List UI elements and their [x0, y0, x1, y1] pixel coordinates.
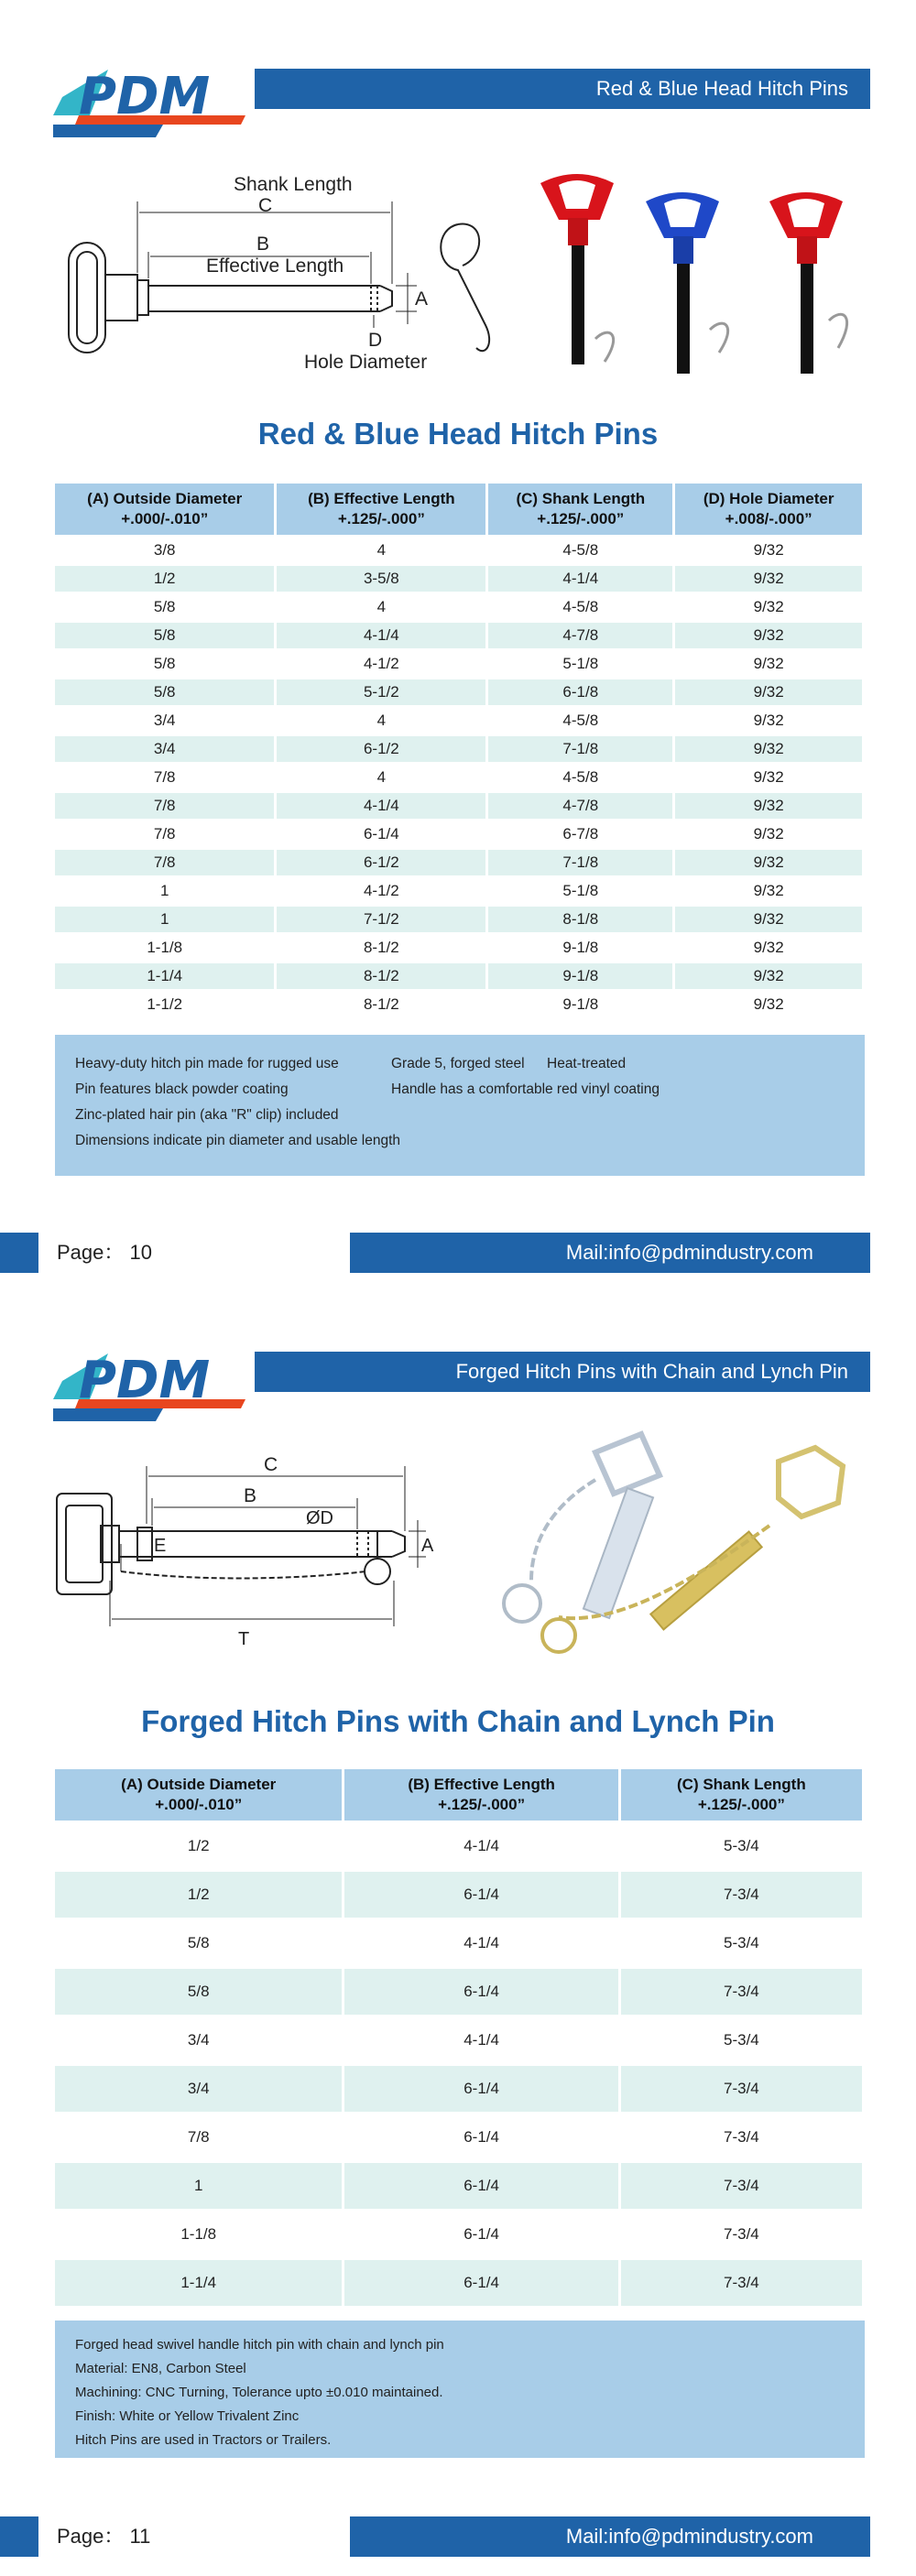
footer-bar — [350, 1233, 870, 1273]
table-row — [55, 850, 862, 875]
cell: 9/32 — [675, 623, 862, 648]
note-item: Heavy-duty hitch pin made for rugged use — [75, 1056, 339, 1071]
cell: 9/32 — [675, 935, 862, 961]
svg-text:E: E — [154, 1536, 167, 1556]
cell: 7-3/4 — [621, 2163, 862, 2209]
cell: 7-3/4 — [621, 2114, 862, 2160]
table-row — [55, 1920, 862, 1966]
cell: 4-1/4 — [277, 793, 485, 819]
cell: 6-1/4 — [344, 2212, 617, 2257]
table-row — [55, 2066, 862, 2112]
page-number: Page： 11 — [57, 2525, 151, 2548]
cell: 4-5/8 — [488, 538, 672, 563]
table-row — [55, 1823, 862, 1869]
header-shank-length: (C) Shank Length +.125/-.000” — [488, 484, 672, 535]
cell: 9/32 — [675, 538, 862, 563]
hitch-pins-photo — [522, 165, 879, 385]
cell: 1-1/2 — [55, 992, 274, 1017]
table-header-row — [55, 1769, 862, 1821]
note-item: Finish: White or Yellow Trivalent Zinc — [75, 2408, 300, 2424]
header-outside-diameter: (A) Outside Diameter +.000/-.010” — [55, 1769, 342, 1821]
svg-text:B: B — [244, 1485, 257, 1506]
cell: 5/8 — [55, 679, 274, 705]
table-row — [55, 793, 862, 819]
cell: 8-1/2 — [277, 935, 485, 961]
cell: 6-1/4 — [344, 2066, 617, 2112]
svg-text:ØD: ØD — [306, 1508, 333, 1528]
cell: 1-1/8 — [55, 935, 274, 961]
table-row — [55, 623, 862, 648]
cell: 9-1/8 — [488, 935, 672, 961]
cell: 6-1/4 — [344, 1969, 617, 2015]
cell: 7/8 — [55, 2114, 342, 2160]
header-shank-length: (C) Shank Length +.125/-.000” — [621, 1769, 862, 1821]
page-11 — [0, 1288, 916, 2576]
header-hole-diameter: (D) Hole Diameter +.008/-.000” — [675, 484, 862, 535]
note-item: Heat-treated — [547, 1056, 627, 1071]
chain-hitch-pins-photo — [476, 1425, 889, 1654]
cell: 3/8 — [55, 538, 274, 563]
cell: 8-1/8 — [488, 907, 672, 932]
header-title: Red & Blue Head Hitch Pins — [595, 77, 848, 100]
cell: 4-7/8 — [488, 623, 672, 648]
header-outside-diameter: (A) Outside Diameter +.000/-.010” — [55, 484, 274, 535]
cell: 7/8 — [55, 821, 274, 847]
note-item: Grade 5, forged steel — [391, 1056, 525, 1071]
table-row — [55, 821, 862, 847]
cell: 5/8 — [55, 1969, 342, 2015]
cell: 9/32 — [675, 850, 862, 875]
header-effective-length: (B) Effective Length +.125/-.000” — [277, 484, 485, 535]
cell: 6-1/2 — [277, 850, 485, 875]
table-row — [55, 2212, 862, 2257]
cell: 5-3/4 — [621, 2017, 862, 2063]
cell: 5-1/2 — [277, 679, 485, 705]
cell: 9/32 — [675, 963, 862, 989]
cell: 4 — [277, 708, 485, 734]
cell: 1 — [55, 2163, 342, 2209]
svg-text:Hole Diameter: Hole Diameter — [304, 352, 428, 373]
cell: 9/32 — [675, 736, 862, 762]
svg-text:B: B — [256, 234, 270, 255]
cell: 5-3/4 — [621, 1823, 862, 1869]
note-item: Dimensions indicate pin diameter and usable length — [75, 1133, 400, 1148]
cell: 7-3/4 — [621, 1872, 862, 1918]
cell: 4-1/2 — [277, 878, 485, 904]
cell: 1-1/4 — [55, 2260, 342, 2306]
note-item: Handle has a comfortable red vinyl coating — [391, 1081, 660, 1097]
cell: 3/4 — [55, 736, 274, 762]
table-row — [55, 1969, 862, 2015]
cell: 1/2 — [55, 566, 274, 592]
page-number: Page： 10 — [57, 1241, 152, 1264]
cell: 4-1/4 — [277, 623, 485, 648]
cell: 4-5/8 — [488, 765, 672, 790]
table-header-row — [55, 484, 862, 535]
cell: 4-1/2 — [277, 651, 485, 677]
chain-hitch-pin-diagram — [55, 1443, 440, 1654]
cell: 6-1/4 — [344, 1872, 617, 1918]
cell: 1 — [55, 878, 274, 904]
table-row — [55, 935, 862, 961]
cell: 6-1/2 — [277, 736, 485, 762]
cell: 9-1/8 — [488, 992, 672, 1017]
footer-accent — [0, 1233, 38, 1273]
cell: 4-5/8 — [488, 708, 672, 734]
cell: 4-7/8 — [488, 793, 672, 819]
cell: 9/32 — [675, 765, 862, 790]
table-row — [55, 708, 862, 734]
cell: 3/4 — [55, 2066, 342, 2112]
svg-text:A: A — [421, 1536, 434, 1556]
cell: 4-1/4 — [344, 1920, 617, 1966]
cell: 4 — [277, 765, 485, 790]
table-row — [55, 2114, 862, 2160]
pdm-logo — [53, 60, 255, 137]
cell: 9/32 — [675, 878, 862, 904]
cell: 9/32 — [675, 992, 862, 1017]
table-row — [55, 538, 862, 563]
cell: 7-1/8 — [488, 736, 672, 762]
cell: 5/8 — [55, 651, 274, 677]
cell: 5/8 — [55, 594, 274, 620]
cell: 1-1/8 — [55, 2212, 342, 2257]
cell: 4-1/4 — [344, 2017, 617, 2063]
cell: 4-1/4 — [344, 1823, 617, 1869]
cell: 7-3/4 — [621, 1969, 862, 2015]
cell: 7-1/8 — [488, 850, 672, 875]
table-row — [55, 2017, 862, 2063]
product-notes — [55, 2321, 865, 2458]
svg-text:PDM: PDM — [79, 67, 211, 126]
cell: 3/4 — [55, 708, 274, 734]
cell: 9/32 — [675, 907, 862, 932]
table-row — [55, 651, 862, 677]
cell: 5-1/8 — [488, 878, 672, 904]
table-row — [55, 878, 862, 904]
footer-bar — [350, 2516, 870, 2557]
cell: 8-1/2 — [277, 963, 485, 989]
note-item: Material: EN8, Carbon Steel — [75, 2361, 246, 2376]
cell: 7-3/4 — [621, 2260, 862, 2306]
svg-text:Shank Length: Shank Length — [234, 174, 353, 195]
spec-table — [52, 1766, 865, 2309]
table-row — [55, 2260, 862, 2306]
cell: 1/2 — [55, 1872, 342, 1918]
svg-text:A: A — [415, 288, 429, 310]
cell: 6-1/4 — [277, 821, 485, 847]
contact-email[interactable]: Mail:info@pdmindustry.com — [565, 2525, 813, 2548]
cell: 9-1/8 — [488, 963, 672, 989]
cell: 9/32 — [675, 566, 862, 592]
cell: 3/4 — [55, 2017, 342, 2063]
cell: 6-1/4 — [344, 2260, 617, 2306]
cell: 7/8 — [55, 793, 274, 819]
cell: 9/32 — [675, 708, 862, 734]
cell: 5/8 — [55, 623, 274, 648]
cell: 6-1/8 — [488, 679, 672, 705]
cell: 6-7/8 — [488, 821, 672, 847]
table-row — [55, 992, 862, 1017]
svg-text:T: T — [238, 1629, 250, 1649]
spec-table — [52, 481, 865, 1020]
cell: 9/32 — [675, 821, 862, 847]
cell: 1 — [55, 907, 274, 932]
section-title: Red & Blue Head Hitch Pins — [257, 417, 659, 451]
cell: 5-1/8 — [488, 651, 672, 677]
note-item: Forged head swivel handle hitch pin with chain and lynch pin — [75, 2337, 444, 2353]
table-row — [55, 679, 862, 705]
svg-text:Effective Length: Effective Length — [206, 255, 344, 277]
section-title: Forged Hitch Pins with Chain and Lynch Pin — [141, 1704, 775, 1738]
table-row — [55, 594, 862, 620]
header-title: Forged Hitch Pins with Chain and Lynch Pin — [455, 1360, 848, 1383]
cell: 7-1/2 — [277, 907, 485, 932]
table-row — [55, 963, 862, 989]
cell: 1-1/4 — [55, 963, 274, 989]
cell: 4 — [277, 594, 485, 620]
cell: 5/8 — [55, 1920, 342, 1966]
table-row — [55, 566, 862, 592]
cell: 7/8 — [55, 765, 274, 790]
cell: 7/8 — [55, 850, 274, 875]
table-row — [55, 765, 862, 790]
product-notes — [55, 1035, 865, 1176]
cell: 6-1/4 — [344, 2114, 617, 2160]
cell: 7-3/4 — [621, 2212, 862, 2257]
table-row — [55, 736, 862, 762]
note-item: Zinc-plated hair pin (aka "R" clip) included — [75, 1107, 339, 1123]
cell: 7-3/4 — [621, 2066, 862, 2112]
cell: 9/32 — [675, 679, 862, 705]
cell: 5-3/4 — [621, 1920, 862, 1966]
footer-accent — [0, 2516, 38, 2557]
hitch-pin-diagram — [55, 165, 513, 394]
cell: 4-1/4 — [488, 566, 672, 592]
note-item: Machining: CNC Turning, Tolerance upto ±0.010 maintained. — [75, 2385, 443, 2400]
header-effective-length: (B) Effective Length +.125/-.000” — [344, 1769, 617, 1821]
cell: 4 — [277, 538, 485, 563]
table-row — [55, 1872, 862, 1918]
cell: 8-1/2 — [277, 992, 485, 1017]
svg-text:C: C — [264, 1454, 278, 1475]
header-bar — [255, 69, 870, 109]
cell: 9/32 — [675, 594, 862, 620]
svg-text:PDM: PDM — [79, 1351, 211, 1410]
cell: 9/32 — [675, 651, 862, 677]
pdm-logo — [53, 1344, 255, 1421]
cell: 1/2 — [55, 1823, 342, 1869]
note-item: Hitch Pins are used in Tractors or Trailers. — [75, 2432, 332, 2448]
note-item: Pin features black powder coating — [75, 1081, 289, 1097]
cell: 4-5/8 — [488, 594, 672, 620]
svg-text:C: C — [258, 195, 273, 216]
cell: 9/32 — [675, 793, 862, 819]
header-bar — [255, 1352, 870, 1392]
cell: 6-1/4 — [344, 2163, 617, 2209]
svg-text:D: D — [368, 330, 383, 351]
contact-email[interactable]: Mail:info@pdmindustry.com — [565, 1241, 813, 1264]
cell: 3-5/8 — [277, 566, 485, 592]
table-row — [55, 2163, 862, 2209]
table-row — [55, 907, 862, 932]
